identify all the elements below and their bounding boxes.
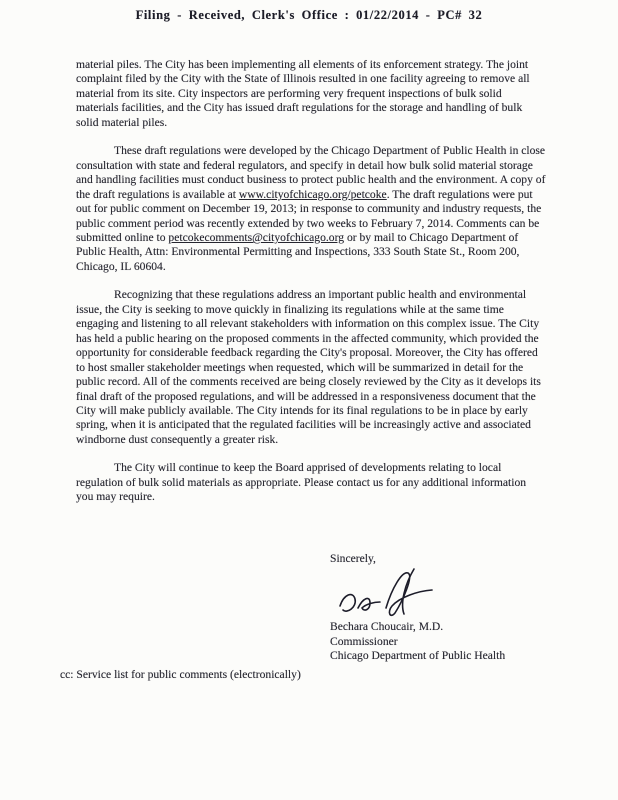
- paragraph-text: These draft regulations were developed by the Chicago Department of Public Health in close consultation with state and federal regulators, and specify in detail how bulk solid material storage and handling facilities must conduct business to protect public health and the environment. A copy of the draft regulations is available at: [76, 144, 546, 201]
- paragraph: [76, 461, 546, 504]
- paragraph-text: . The draft regulations were put out for public comment on December 19, 2013; in response to community and industry requests, the public comment period was recently extended by two weeks to February 7, 2014. Comments can be submitted online to: [76, 187, 542, 244]
- closing-salutation: Sincerely,: [330, 552, 376, 565]
- paragraph: [76, 288, 546, 447]
- signature-ink-icon: [334, 568, 464, 620]
- letter-body: [76, 58, 546, 519]
- signer-name: Bechara Choucair, M.D.: [330, 620, 444, 634]
- filing-received-stamp: Filing - Received, Clerk's Office : 01/22/2014 - PC# 32: [135, 8, 483, 22]
- paragraph-text: or by mail to Chicago Department of Public Health, Attn: Environmental Permitting and Inspections, 333 South State St., Room 200, Chicago, IL 60604.: [76, 230, 520, 273]
- paragraph: [76, 58, 546, 130]
- closing-block: [330, 552, 570, 664]
- signer-organization: Chicago Department of Public Health: [330, 649, 506, 663]
- handwritten-signature: [334, 568, 570, 620]
- paragraph: [76, 144, 546, 274]
- petcoke-email-link[interactable]: petcokecomments@cityofchicago.org: [168, 230, 345, 244]
- cc-service-list-line: cc: Service list for public comments (electronically): [60, 668, 301, 681]
- paragraph-text: Recognizing that these regulations address an important public health and environmental issue, the City is seeking to move quickly in finalizing its regulations while at the same time engaging and listening to all relevant stakeholders with information on this complex issue. The City has held a public hearing on the proposed comments in the affected community, which provided the opportunity for considerable feedback regarding the City's proposal. Moreover, the City has offered to host smaller stakeholder meetings when requested, which will be summarized in detail for the public record. All of the comments received are being closely reviewed by the City as it develops its final draft of the proposed regulations, and will be addressed in a responsiveness document that the City will make publicly available. The City intends for its final regulations to be in place by early spring, when it is anticipated that the regulated facilities will be increasingly active and associated windborne dust consequently a greater risk.: [76, 288, 541, 446]
- signer-title: Commissioner: [330, 634, 398, 648]
- petcoke-url-link[interactable]: www.cityofchicago.org/petcoke: [238, 187, 387, 201]
- paragraph-text: The City will continue to keep the Board apprised of developments relating to local regulation of bulk solid materials as appropriate. Please contact us for any additional information you may require.: [76, 461, 527, 504]
- paragraph-text: material piles. The City has been implementing all elements of its enforcement strategy. The joint complaint filed by the City with the State of Illinois resulted in one facility agreeing to remove all material from its site. City inspectors are performing very frequent inspections of bulk solid materials facilities, and the City has issued draft regulations for the storage and handling of bulk solid material piles.: [76, 58, 530, 129]
